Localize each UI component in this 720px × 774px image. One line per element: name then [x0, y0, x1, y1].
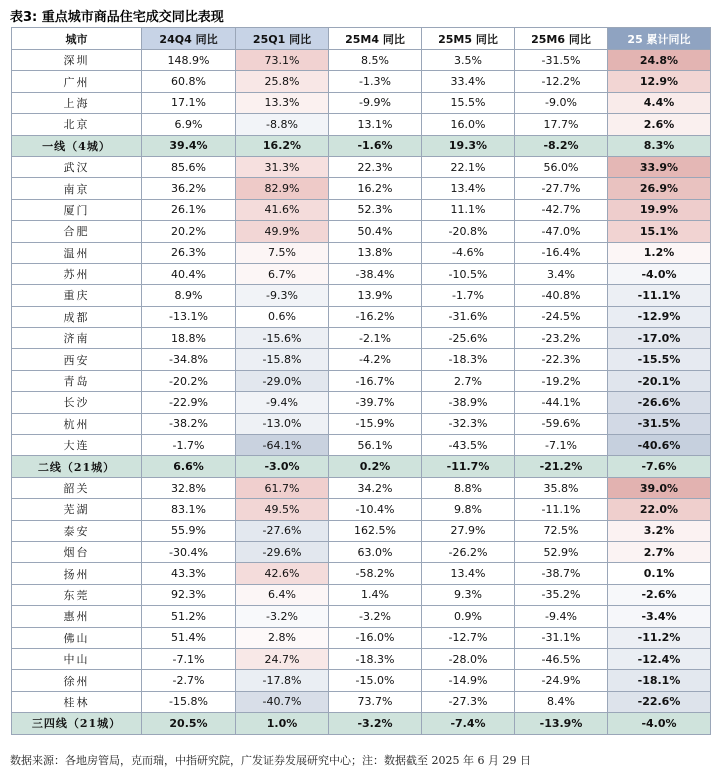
cell-25m5: 22.1%	[422, 156, 515, 177]
cell-24q4: 26.1%	[142, 199, 236, 220]
cell-25-cumulative: -11.2%	[608, 627, 711, 648]
source-note: 数据来源：各地房管局，克而瑞，中指研究院，广发证券发展研究中心；注：数据截至 2025 年 6 月 29 日	[10, 754, 531, 767]
cell-25q1: 73.1%	[236, 50, 329, 71]
cell-25m5: -10.5%	[422, 263, 515, 284]
table-row	[12, 71, 711, 92]
cell-24q4: 32.8%	[142, 477, 236, 498]
header-city: 城市	[12, 28, 142, 50]
cell-25m6: -38.7%	[515, 563, 608, 584]
cell-25-cumulative: -12.9%	[608, 306, 711, 327]
cell-25m6: -24.5%	[515, 306, 608, 327]
cell-25m4: 162.5%	[329, 520, 422, 541]
table-row	[12, 114, 711, 135]
cell-25m4: -1.6%	[329, 135, 422, 156]
header-24q4: 24Q4 同比	[142, 28, 236, 50]
cell-25-cumulative: -4.0%	[608, 713, 711, 734]
cell-25m6: -59.6%	[515, 413, 608, 434]
cell-25q1: -3.0%	[236, 456, 329, 477]
cell-25-cumulative: -17.0%	[608, 328, 711, 349]
table-row	[12, 435, 711, 456]
cell-25m4: -10.4%	[329, 499, 422, 520]
cell-25m5: -4.6%	[422, 242, 515, 263]
cell-25m4: 13.9%	[329, 285, 422, 306]
cell-25-cumulative: -20.1%	[608, 370, 711, 391]
cell-25-cumulative: 3.2%	[608, 520, 711, 541]
cell-25m4: -15.9%	[329, 413, 422, 434]
cell-25-cumulative: -18.1%	[608, 670, 711, 691]
cell-25m5: -12.7%	[422, 627, 515, 648]
cell-25-cumulative: 1.2%	[608, 242, 711, 263]
cell-24q4: 40.4%	[142, 263, 236, 284]
table-row	[12, 306, 711, 327]
cell-25m6: -35.2%	[515, 584, 608, 605]
cell-25q1: 6.7%	[236, 263, 329, 284]
table-row	[12, 413, 711, 434]
table-row	[12, 199, 711, 220]
cell-25-cumulative: -26.6%	[608, 392, 711, 413]
cell-25m6: -31.5%	[515, 50, 608, 71]
cell-24q4: -34.8%	[142, 349, 236, 370]
cell-24q4: 92.3%	[142, 584, 236, 605]
cell-24q4: 6.6%	[142, 456, 236, 477]
table-row	[12, 670, 711, 691]
cell-25m4: 52.3%	[329, 199, 422, 220]
cell-24q4: 26.3%	[142, 242, 236, 263]
city-cell: 济南	[12, 328, 142, 349]
table-row	[12, 263, 711, 284]
cell-25m5: 3.5%	[422, 50, 515, 71]
cell-25m5: -14.9%	[422, 670, 515, 691]
city-cell: 苏州	[12, 263, 142, 284]
table-row	[12, 499, 711, 520]
header-25m4: 25M4 同比	[329, 28, 422, 50]
cell-25m5: 13.4%	[422, 563, 515, 584]
cell-25m4: -15.0%	[329, 670, 422, 691]
cell-25m5: 8.8%	[422, 477, 515, 498]
cell-25-cumulative: -15.5%	[608, 349, 711, 370]
cell-25m5: 2.7%	[422, 370, 515, 391]
cell-25q1: -15.8%	[236, 349, 329, 370]
cell-25m6: 8.4%	[515, 691, 608, 712]
cell-25-cumulative: 0.1%	[608, 563, 711, 584]
cell-25-cumulative: 39.0%	[608, 477, 711, 498]
table-row	[12, 563, 711, 584]
cell-25m6: -42.7%	[515, 199, 608, 220]
cell-24q4: -30.4%	[142, 541, 236, 562]
cell-25m6: -24.9%	[515, 670, 608, 691]
cell-25m4: -39.7%	[329, 392, 422, 413]
table-row	[12, 285, 711, 306]
city-cell: 中山	[12, 648, 142, 669]
cell-25-cumulative: -2.6%	[608, 584, 711, 605]
city-cell: 南京	[12, 178, 142, 199]
city-cell: 桂林	[12, 691, 142, 712]
cell-25m6: -11.1%	[515, 499, 608, 520]
city-cell: 泰安	[12, 520, 142, 541]
cell-25m4: 22.3%	[329, 156, 422, 177]
cell-24q4: 8.9%	[142, 285, 236, 306]
cell-25m6: -9.4%	[515, 606, 608, 627]
city-cell: 合肥	[12, 221, 142, 242]
city-cell: 温州	[12, 242, 142, 263]
table-row	[12, 606, 711, 627]
cell-25m6: -44.1%	[515, 392, 608, 413]
header-row	[12, 28, 711, 50]
table-row	[12, 242, 711, 263]
city-cell: 青岛	[12, 370, 142, 391]
city-cell: 杭州	[12, 413, 142, 434]
city-cell: 烟台	[12, 541, 142, 562]
cell-25q1: -27.6%	[236, 520, 329, 541]
cell-25q1: 24.7%	[236, 648, 329, 669]
cell-25q1: -15.6%	[236, 328, 329, 349]
table-row	[12, 221, 711, 242]
cell-25-cumulative: -11.1%	[608, 285, 711, 306]
cell-25q1: -29.6%	[236, 541, 329, 562]
cell-25m4: 73.7%	[329, 691, 422, 712]
cell-25-cumulative: -7.6%	[608, 456, 711, 477]
cell-25m6: 35.8%	[515, 477, 608, 498]
cell-25m6: -9.0%	[515, 92, 608, 113]
cell-25m5: -27.3%	[422, 691, 515, 712]
cell-25m4: 13.1%	[329, 114, 422, 135]
city-cell: 武汉	[12, 156, 142, 177]
cell-25-cumulative: 4.4%	[608, 92, 711, 113]
cell-25m6: 72.5%	[515, 520, 608, 541]
table-row	[12, 349, 711, 370]
table-row	[12, 584, 711, 605]
city-cell: 芜湖	[12, 499, 142, 520]
cell-25m6: -40.8%	[515, 285, 608, 306]
cell-25m4: 8.5%	[329, 50, 422, 71]
cell-25-cumulative: 15.1%	[608, 221, 711, 242]
city-cell: 一线（4城）	[12, 135, 142, 156]
cell-25q1: -40.7%	[236, 691, 329, 712]
table-title	[10, 6, 224, 25]
summary-row	[12, 713, 711, 734]
cell-25m6: -31.1%	[515, 627, 608, 648]
cell-24q4: 17.1%	[142, 92, 236, 113]
cell-25m4: -16.2%	[329, 306, 422, 327]
cell-25m5: -25.6%	[422, 328, 515, 349]
cell-25m6: -47.0%	[515, 221, 608, 242]
header-25m6: 25M6 同比	[515, 28, 608, 50]
cell-25m4: 1.4%	[329, 584, 422, 605]
cell-24q4: 83.1%	[142, 499, 236, 520]
cell-24q4: 43.3%	[142, 563, 236, 584]
table-row	[12, 541, 711, 562]
cell-24q4: 18.8%	[142, 328, 236, 349]
cell-25q1: 1.0%	[236, 713, 329, 734]
cell-24q4: 51.4%	[142, 627, 236, 648]
cell-25m5: -1.7%	[422, 285, 515, 306]
city-cell: 重庆	[12, 285, 142, 306]
cell-25q1: 61.7%	[236, 477, 329, 498]
city-cell: 韶关	[12, 477, 142, 498]
cell-24q4: 20.5%	[142, 713, 236, 734]
summary-row	[12, 456, 711, 477]
table-row	[12, 477, 711, 498]
cell-25m6: -23.2%	[515, 328, 608, 349]
table-row	[12, 520, 711, 541]
city-cell: 东莞	[12, 584, 142, 605]
cell-25m4: -3.2%	[329, 606, 422, 627]
cell-25m5: -32.3%	[422, 413, 515, 434]
summary-row	[12, 135, 711, 156]
cell-25m6: -19.2%	[515, 370, 608, 391]
cell-24q4: 85.6%	[142, 156, 236, 177]
cell-24q4: 55.9%	[142, 520, 236, 541]
cell-25m4: 50.4%	[329, 221, 422, 242]
city-cell: 徐州	[12, 670, 142, 691]
city-cell: 广州	[12, 71, 142, 92]
cell-25q1: -8.8%	[236, 114, 329, 135]
cell-25q1: 7.5%	[236, 242, 329, 263]
cell-25q1: 31.3%	[236, 156, 329, 177]
header-25m5: 25M5 同比	[422, 28, 515, 50]
cell-25q1: -9.3%	[236, 285, 329, 306]
cell-25m5: 15.5%	[422, 92, 515, 113]
cell-25m4: 63.0%	[329, 541, 422, 562]
cell-25m5: -20.8%	[422, 221, 515, 242]
header-25q1: 25Q1 同比	[236, 28, 329, 50]
cell-25m4: -38.4%	[329, 263, 422, 284]
cell-25q1: 49.5%	[236, 499, 329, 520]
cell-25-cumulative: 33.9%	[608, 156, 711, 177]
table-row	[12, 392, 711, 413]
cell-25m4: -18.3%	[329, 648, 422, 669]
table-row	[12, 156, 711, 177]
cell-25-cumulative: -12.4%	[608, 648, 711, 669]
cell-25-cumulative: 19.9%	[608, 199, 711, 220]
city-cell: 西安	[12, 349, 142, 370]
cell-25m4: 0.2%	[329, 456, 422, 477]
cell-25-cumulative: 2.6%	[608, 114, 711, 135]
cell-25m4: 34.2%	[329, 477, 422, 498]
table-row	[12, 92, 711, 113]
cell-25q1: 0.6%	[236, 306, 329, 327]
cell-25-cumulative: 22.0%	[608, 499, 711, 520]
cell-24q4: -13.1%	[142, 306, 236, 327]
cell-25q1: -13.0%	[236, 413, 329, 434]
cell-24q4: -1.7%	[142, 435, 236, 456]
cell-24q4: 39.4%	[142, 135, 236, 156]
cell-25m6: -16.4%	[515, 242, 608, 263]
cell-24q4: -38.2%	[142, 413, 236, 434]
cell-25m4: -16.0%	[329, 627, 422, 648]
table-row	[12, 627, 711, 648]
cell-25-cumulative: -31.5%	[608, 413, 711, 434]
table-row	[12, 178, 711, 199]
city-cell: 上海	[12, 92, 142, 113]
cell-25m4: -1.3%	[329, 71, 422, 92]
cell-25m5: -26.2%	[422, 541, 515, 562]
cell-25m5: -28.0%	[422, 648, 515, 669]
cell-25q1: 25.8%	[236, 71, 329, 92]
cell-25m4: 13.8%	[329, 242, 422, 263]
city-cell: 长沙	[12, 392, 142, 413]
cell-25q1: 41.6%	[236, 199, 329, 220]
city-cell: 北京	[12, 114, 142, 135]
cell-25q1: -64.1%	[236, 435, 329, 456]
cell-25-cumulative: 2.7%	[608, 541, 711, 562]
cell-25m5: -38.9%	[422, 392, 515, 413]
cell-25q1: 2.8%	[236, 627, 329, 648]
table-row	[12, 691, 711, 712]
cell-25-cumulative: -22.6%	[608, 691, 711, 712]
cell-24q4: -22.9%	[142, 392, 236, 413]
cell-25m5: -7.4%	[422, 713, 515, 734]
city-cell: 三四线（21城）	[12, 713, 142, 734]
cell-25m5: -31.6%	[422, 306, 515, 327]
cell-25m4: -2.1%	[329, 328, 422, 349]
city-cell: 大连	[12, 435, 142, 456]
cell-24q4: -15.8%	[142, 691, 236, 712]
cell-24q4: 148.9%	[142, 50, 236, 71]
cell-24q4: 60.8%	[142, 71, 236, 92]
cell-25m6: -7.1%	[515, 435, 608, 456]
cell-25q1: -3.2%	[236, 606, 329, 627]
cell-24q4: 20.2%	[142, 221, 236, 242]
cell-25q1: 16.2%	[236, 135, 329, 156]
cell-25-cumulative: 12.9%	[608, 71, 711, 92]
city-cell: 二线（21城）	[12, 456, 142, 477]
cell-25q1: -17.8%	[236, 670, 329, 691]
cell-25m4: -4.2%	[329, 349, 422, 370]
cell-25q1: -29.0%	[236, 370, 329, 391]
cell-25m6: -8.2%	[515, 135, 608, 156]
cell-24q4: -20.2%	[142, 370, 236, 391]
cell-25m5: -18.3%	[422, 349, 515, 370]
cell-25m6: -13.9%	[515, 713, 608, 734]
cell-25q1: 6.4%	[236, 584, 329, 605]
cell-25q1: 42.6%	[236, 563, 329, 584]
cell-25m4: -58.2%	[329, 563, 422, 584]
header-25-cumulative: 25 累计同比	[608, 28, 711, 50]
cell-25m5: 11.1%	[422, 199, 515, 220]
cell-25m4: -16.7%	[329, 370, 422, 391]
table-row	[12, 648, 711, 669]
cell-25-cumulative: 24.8%	[608, 50, 711, 71]
cell-25m4: 16.2%	[329, 178, 422, 199]
cell-25m6: -12.2%	[515, 71, 608, 92]
city-cell: 佛山	[12, 627, 142, 648]
cell-25m5: 33.4%	[422, 71, 515, 92]
cell-25-cumulative: -4.0%	[608, 263, 711, 284]
cell-25m6: 17.7%	[515, 114, 608, 135]
cell-25-cumulative: -3.4%	[608, 606, 711, 627]
table-row	[12, 50, 711, 71]
table-row	[12, 370, 711, 391]
cell-25m5: 9.3%	[422, 584, 515, 605]
city-cell: 惠州	[12, 606, 142, 627]
cell-25m5: 9.8%	[422, 499, 515, 520]
cell-25m6: 56.0%	[515, 156, 608, 177]
cell-25q1: 13.3%	[236, 92, 329, 113]
yoy-table	[11, 27, 711, 735]
cell-25m6: -46.5%	[515, 648, 608, 669]
cell-25m5: -43.5%	[422, 435, 515, 456]
cell-25m6: 3.4%	[515, 263, 608, 284]
cell-25-cumulative: -40.6%	[608, 435, 711, 456]
cell-25-cumulative: 8.3%	[608, 135, 711, 156]
title-text: 表3: 重点城市商品住宅成交同比表现	[10, 10, 224, 25]
cell-25m5: 19.3%	[422, 135, 515, 156]
cell-25q1: -9.4%	[236, 392, 329, 413]
cell-25-cumulative: 26.9%	[608, 178, 711, 199]
cell-24q4: 51.2%	[142, 606, 236, 627]
cell-24q4: -7.1%	[142, 648, 236, 669]
cell-24q4: 6.9%	[142, 114, 236, 135]
cell-25m5: 27.9%	[422, 520, 515, 541]
cell-25q1: 82.9%	[236, 178, 329, 199]
city-cell: 扬州	[12, 563, 142, 584]
cell-25m5: 13.4%	[422, 178, 515, 199]
cell-24q4: -2.7%	[142, 670, 236, 691]
cell-25m6: -27.7%	[515, 178, 608, 199]
cell-25m6: -22.3%	[515, 349, 608, 370]
table-body	[12, 50, 711, 735]
city-cell: 深圳	[12, 50, 142, 71]
table-row	[12, 328, 711, 349]
cell-25m4: -9.9%	[329, 92, 422, 113]
cell-25m5: 0.9%	[422, 606, 515, 627]
cell-25m6: 52.9%	[515, 541, 608, 562]
cell-24q4: 36.2%	[142, 178, 236, 199]
cell-25m5: 16.0%	[422, 114, 515, 135]
cell-25m4: -3.2%	[329, 713, 422, 734]
city-cell: 厦门	[12, 199, 142, 220]
cell-25m4: 56.1%	[329, 435, 422, 456]
city-cell: 成都	[12, 306, 142, 327]
cell-25q1: 49.9%	[236, 221, 329, 242]
cell-25m6: -21.2%	[515, 456, 608, 477]
cell-25m5: -11.7%	[422, 456, 515, 477]
